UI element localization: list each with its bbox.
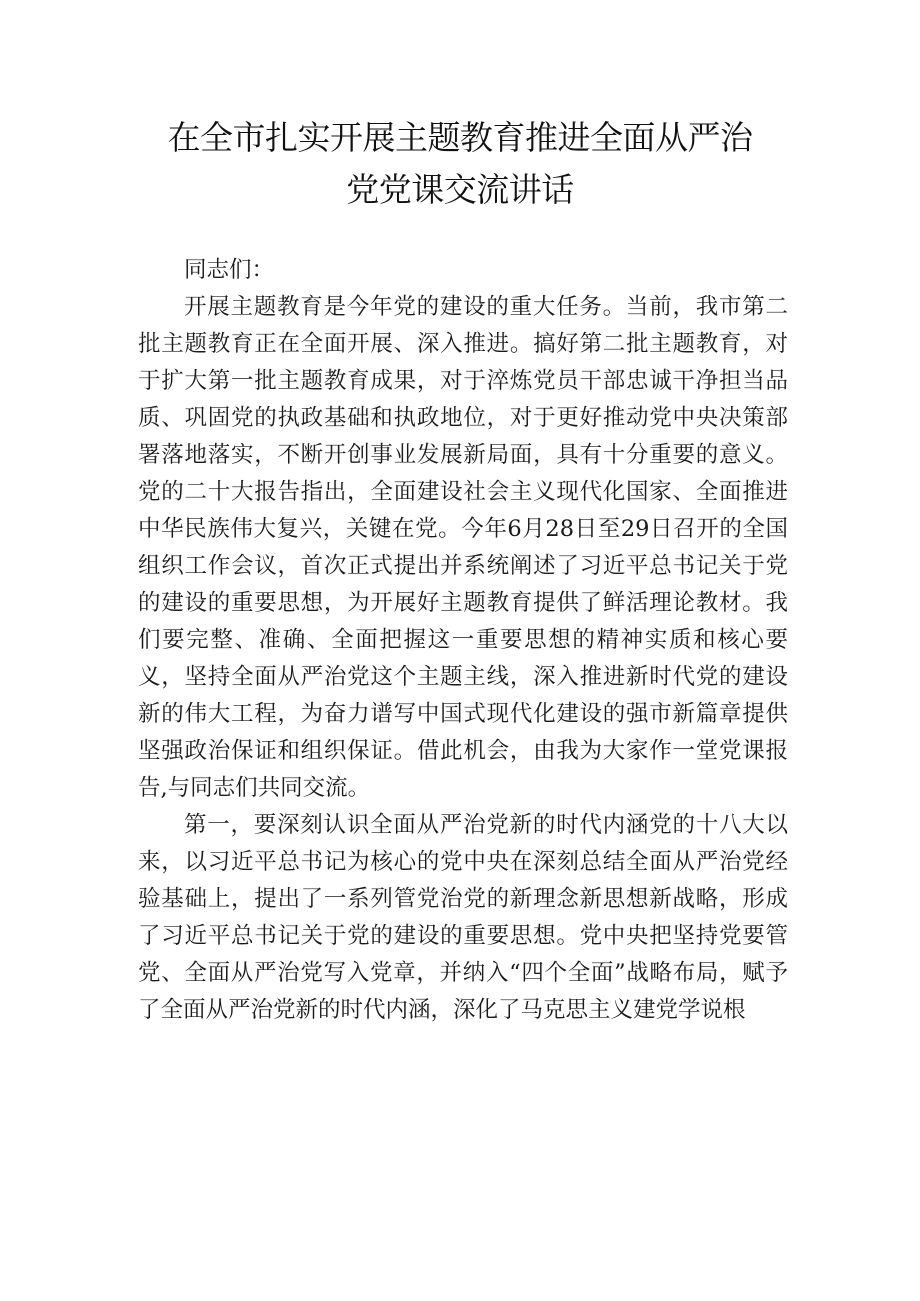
title-line-1: 在全市扎实开展主题教育推进全面从严治 xyxy=(167,118,753,157)
title-line-2: 党党课交流讲话 xyxy=(346,170,574,209)
paragraph-intro: 开展主题教育是今年党的建设的重大任务。当前，我市第二批主题教育正在全面开展、深入推进。搞好第二批主题教育，对于扩大第一批主题教育成果，对于淬炼党员干部忠诚干净担当品质、巩固党的执政基础和执政地位，对于更好推动党中央决策部署落地落实，不断开创事业发展新局面，具有十分重要的意义。党的二十大报告指出，全面建设社会主义现代化国家、全面推进中华民族伟大复兴，关键在党。今年6月28日至29日召开的全国组织工作会议，首次正式提出并系统阐述了习近平总书记关于党的建设的重要思想，为开展好主题教育提供了鲜活理论教材。我们要完整、准确、全面把握这一重要思想的精神实质和核心要义，坚持全面从严治党这个主题主线，深入推进新时代党的建设新的伟大工程，为奋力谱写中国式现代化建设的强市新篇章提供坚强政治保证和组织保证。借此机会，由我为大家作一堂党课报告,与同志们共同交流。 xyxy=(138,294,788,801)
greeting: 同志们： xyxy=(184,257,275,283)
document-title xyxy=(0,112,920,216)
paragraph-first-point: 第一，要深刻认识全面从严治党新的时代内涵党的十八大以来，以习近平总书记为核心的党中央在深刻总结全面从严治党经验基础上，提出了一系列管党治党的新理念新思想新战略，形成了习近平总书记关于党的建设的重要思想。党中央把坚持党要管党、全面从严治党写入党章，并纳入“四个全面”战略布局，赋予了全面从严治党新的时代内涵，深化了马克思主义建党学说根 xyxy=(138,812,788,1023)
document-body xyxy=(138,252,788,1029)
